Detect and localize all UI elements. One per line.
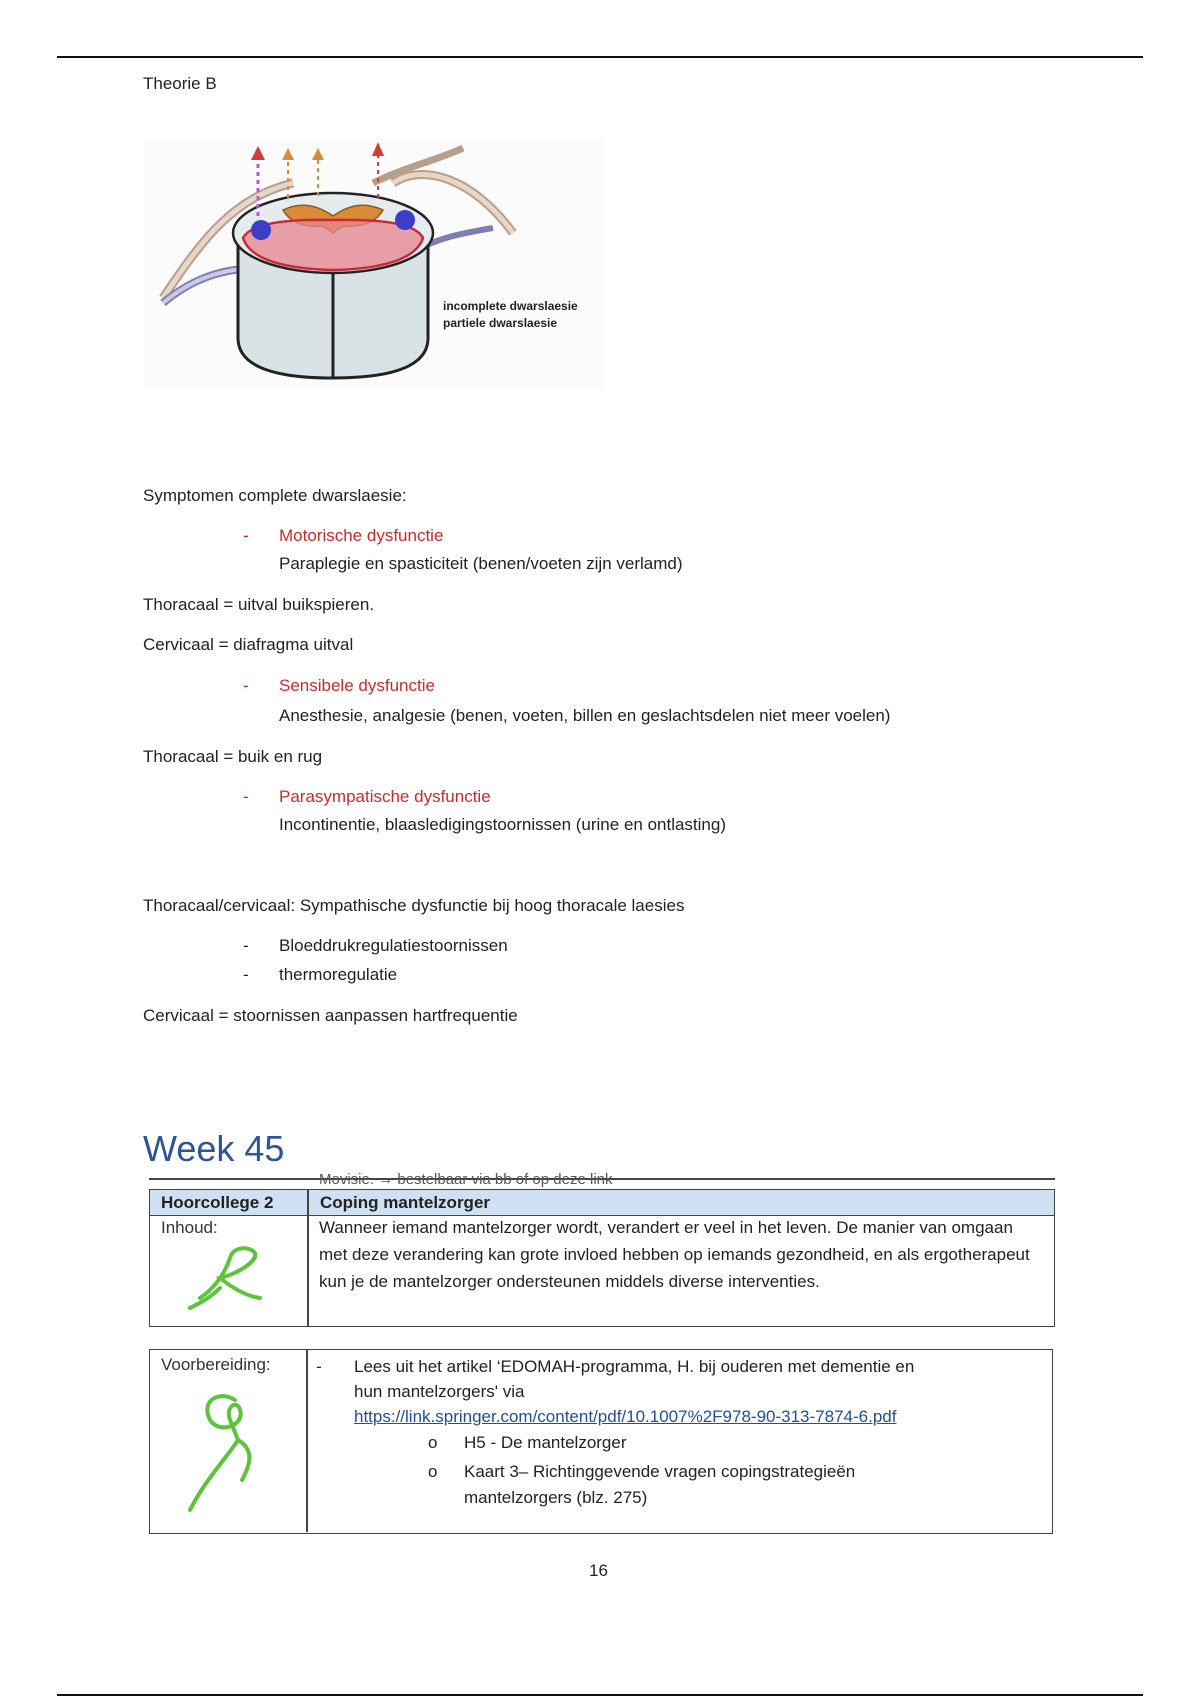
sens-heading: Sensibele dysfunctie: [279, 676, 435, 695]
handwritten-signature: [180, 1370, 270, 1520]
table-header-row: [149, 1189, 1055, 1216]
sens-detail: Anesthesie, analgesie (benen, voeten, billen en geslachtsdelen niet meer voelen): [279, 706, 891, 725]
para-heading: Parasympatische dysfunctie: [279, 787, 491, 806]
figure-caption-line-1: incomplete dwarslaesie: [443, 299, 578, 313]
table-body-row: [149, 1214, 1055, 1327]
lecture-table: [149, 1171, 1055, 1328]
symptoms-title: Symptomen complete dwarslaesie:: [143, 486, 407, 505]
header-cell-right: Coping mantelzorger: [320, 1193, 491, 1212]
sub-item-2-line-1: Kaart 3– Richtinggevende vragen copingstrategieën: [464, 1462, 856, 1481]
para-detail: Incontinentie, blaasledigingstoornissen (urine en ontlasting): [279, 815, 727, 834]
sens-note: Thoracaal = buik en rug: [143, 747, 323, 766]
header-cell-left: Hoorcollege 2: [161, 1193, 274, 1212]
bullet-dash: -: [243, 676, 249, 695]
spinal-cord-illustration: [143, 138, 603, 388]
clipped-text: Movisie. → bestelbaar via bb of op deze link: [319, 1171, 613, 1188]
symp-item-1: Bloeddrukregulatiestoornissen: [279, 936, 508, 955]
sub-bullet: o: [428, 1462, 438, 1481]
sympathetic-line: Thoracaal/cervicaal: Sympathische dysfunctie bij hoog thoracale laesies: [143, 896, 685, 915]
week-heading: Week 45: [143, 1128, 285, 1169]
figure-caption: [443, 298, 578, 332]
page-header: Theorie B: [143, 74, 217, 93]
sub-item-1: H5 - De mantelzorger: [464, 1433, 627, 1452]
final-note: Cervicaal = stoornissen aanpassen hartfrequentie: [143, 1006, 518, 1025]
intro-line-1: Lees uit het artikel ‘EDOMAH-programma, H. bij ouderen met dementie en: [354, 1357, 915, 1376]
list-dash: -: [316, 1357, 322, 1376]
motor-heading: Motorische dysfunctie: [279, 526, 444, 545]
bullet-dash: -: [243, 965, 249, 984]
row-label-inhoud: Inhoud:: [161, 1218, 218, 1237]
page-number: 16: [589, 1561, 608, 1580]
spinal-cord-figure: [143, 138, 603, 388]
column-divider: [307, 1214, 309, 1326]
motor-note-thoracaal: Thoracaal = uitval buikspieren.: [143, 595, 375, 614]
bullet-dash: -: [243, 936, 249, 955]
motor-note-cervicaal: Cervicaal = diafragma uitval: [143, 635, 354, 654]
bullet-dash: -: [243, 787, 249, 806]
top-rule: [57, 56, 1143, 58]
handwritten-signature: [180, 1238, 270, 1318]
column-divider: [307, 1190, 309, 1215]
row-label-voorbereiding: Voorbereiding:: [161, 1355, 271, 1374]
sub-item-2-line-2: mantelzorgers (blz. 275): [464, 1488, 648, 1507]
row-text-inhoud: Wanneer iemand mantelzorger wordt, verandert er veel in het leven. De manier van omgaan met deze verandering kan grote invloed hebben op iemands gezondheid, en als ergotherapeut kun je de mantelzorger ondersteunen middels diverse interventies.: [319, 1218, 1030, 1291]
springer-link[interactable]: https://link.springer.com/content/pdf/10.1007%2F978-90-313-7874-6.pdf: [354, 1407, 897, 1426]
figure-caption-line-2: partiele dwarslaesie: [443, 316, 558, 330]
bullet-dash: -: [243, 526, 249, 545]
sub-bullet: o: [428, 1433, 438, 1452]
symp-item-2: thermoregulatie: [279, 965, 398, 984]
intro-line-2: hun mantelzorgers' via: [354, 1382, 525, 1401]
column-divider: [306, 1350, 308, 1532]
bottom-rule: [57, 1694, 1143, 1696]
preparation-table: [149, 1349, 1053, 1534]
motor-detail: Paraplegie en spasticiteit (benen/voeten zijn verlamd): [279, 554, 683, 573]
